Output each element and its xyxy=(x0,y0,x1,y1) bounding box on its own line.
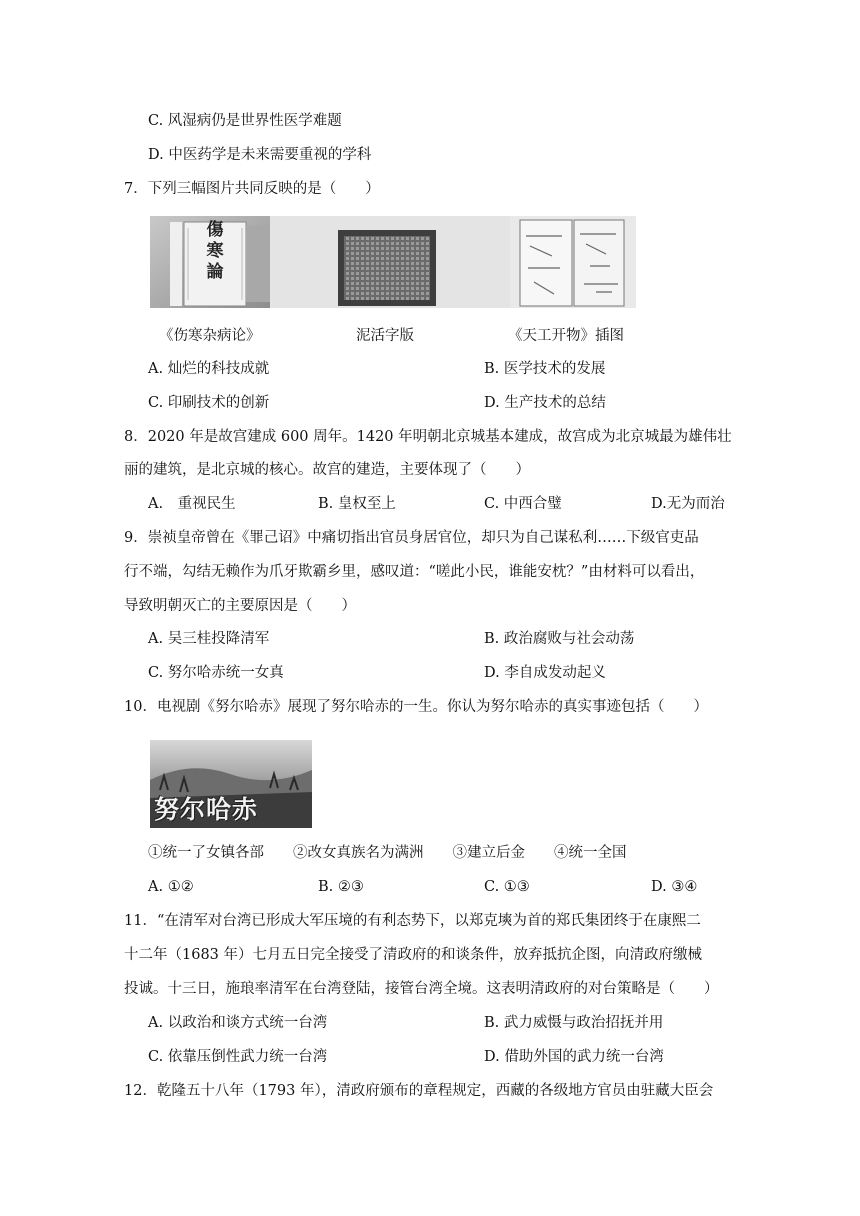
book-title-char-3: 論 xyxy=(206,262,224,282)
q7-stem: 7．下列三幅图片共同反映的是（ ） xyxy=(124,181,380,197)
q10-option-a: A. ①② xyxy=(148,879,194,895)
book-title-vertical xyxy=(190,220,240,283)
q7-picture-strip xyxy=(150,216,636,308)
q6-option-c: C. 风湿病仍是世界性医学难题 xyxy=(148,113,342,129)
book-title-char-2: 寒 xyxy=(206,241,224,261)
caption-clay-type: 泥活字版 xyxy=(356,328,414,344)
q8-option-b: B. 皇权至上 xyxy=(318,496,396,512)
q6-option-d: D. 中医药学是未来需要重视的学科 xyxy=(148,147,372,163)
q7-option-a: A. 灿烂的科技成就 xyxy=(148,361,270,377)
q10-option-c: C. ①③ xyxy=(484,879,530,895)
q9-option-c: C. 努尔哈赤统一女真 xyxy=(148,665,284,681)
q7-option-c: C. 印刷技术的创新 xyxy=(148,395,270,411)
book-title-char-1: 傷 xyxy=(206,220,224,240)
q11-line3: 投诚。十三日，施琅率清军在台湾登陆，接管台湾全境。这表明清政府的对台策略是（ ） xyxy=(124,981,719,997)
q11-option-a: A. 以政治和谈方式统一台湾 xyxy=(148,1015,328,1031)
q11-option-c: C. 依靠压倒性武力统一台湾 xyxy=(148,1049,328,1065)
q9-line2: 行不端，勾结无赖作为爪牙欺霸乡里，感叹道：“嗟此小民，谁能安枕？”由材料可以看出， xyxy=(124,564,705,580)
q8-line1: 8．2020 年是故宫建成 600 周年。1420 年明朝北京城基本建成，故宫成为北京城最为雄伟壮 xyxy=(124,429,732,445)
caption-tiangong: 《天工开物》插图 xyxy=(508,328,624,344)
q12-line1: 12．乾隆五十八年（1793 年），清政府颁布的章程规定，西藏的各级地方官员由驻藏大臣会 xyxy=(124,1083,714,1099)
q10-stem: 10．电视剧《努尔哈赤》展现了努尔哈赤的一生。你认为努尔哈赤的真实事迹包括（ ） xyxy=(124,699,708,715)
q7-option-b: B. 医学技术的发展 xyxy=(484,361,606,377)
q10-option-b: B. ②③ xyxy=(318,879,364,895)
nurhaci-poster xyxy=(150,740,312,828)
q9-option-b: B. 政治腐败与社会动荡 xyxy=(484,631,635,647)
q9-option-d: D. 李自成发动起义 xyxy=(484,665,606,681)
caption-shanghan: 《伤寒杂病论》 xyxy=(159,328,261,344)
q8-option-a: A. 重视民生 xyxy=(148,496,236,512)
q8-option-d: D.无为而治 xyxy=(651,496,725,512)
q7-option-d: D. 生产技术的总结 xyxy=(484,395,606,411)
q10-option-d: D. ③④ xyxy=(651,879,698,895)
q11-line1: 11．“在清军对台湾已形成大军压境的有利态势下，以郑克塽为首的郑氏集团终于在康熙二 xyxy=(124,913,701,929)
q9-line3: 导致明朝灭亡的主要原因是（ ） xyxy=(124,598,356,614)
q8-option-c: C. 中西合璧 xyxy=(484,496,562,512)
q9-option-a: A. 吴三桂投降清军 xyxy=(148,631,270,647)
q11-option-d: D. 借助外国的武力统一台湾 xyxy=(484,1049,664,1065)
q9-line1: 9．崇祯皇帝曾在《罪己诏》中痛切指出官员身居官位，却只为自己谋私利……下级官吏品 xyxy=(124,530,699,546)
q11-line2: 十二年（1683 年）七月五日完全接受了清政府的和谈条件，放弃抵抗企图，向清政府缴械 xyxy=(124,947,703,963)
q10-statements: ①统一了女镇各部 ②改女真族名为满洲 ③建立后金 ④统一全国 xyxy=(148,845,627,861)
poster-title: 努尔哈赤 xyxy=(154,795,259,824)
q11-option-b: B. 武力威慑与政治招抚并用 xyxy=(484,1015,664,1031)
q8-line2: 丽的建筑，是北京城的核心。故宫的建造，主要体现了（ ） xyxy=(124,462,530,478)
